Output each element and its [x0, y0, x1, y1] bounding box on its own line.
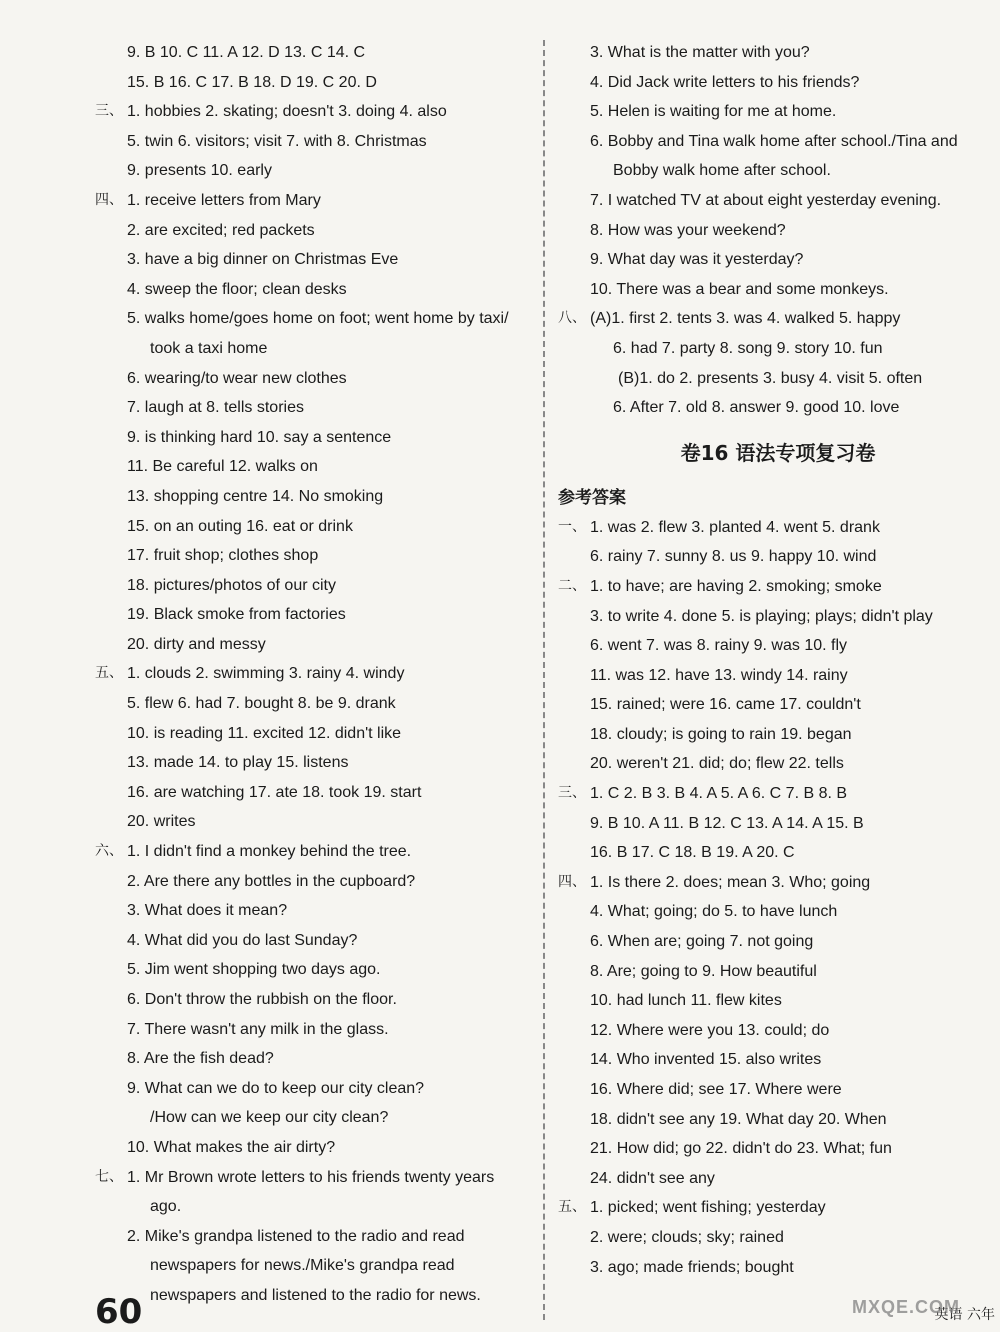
answer-text: 15. on an outing 16. eat or drink	[127, 517, 353, 535]
answer-line	[95, 571, 540, 601]
answer-text: ago.	[150, 1198, 182, 1216]
answer-text: 1. C 2. B 3. B 4. A 5. A 6. C 7. B 8. B	[590, 785, 848, 803]
answer-text: 9. is thinking hard 10. say a sentence	[127, 428, 392, 446]
answer-line	[95, 926, 540, 956]
answer-line	[95, 512, 540, 542]
answer-text: 5. Helen is waiting for me at home.	[590, 103, 837, 121]
section-marker: 六、	[95, 843, 123, 860]
answer-text: 3. have a big dinner on Christmas Eve	[127, 251, 399, 269]
answer-line	[95, 452, 540, 482]
answer-text: 18. pictures/photos of our city	[127, 576, 336, 594]
answer-line	[95, 334, 540, 364]
answer-line	[95, 304, 540, 334]
answer-line	[558, 1134, 998, 1164]
answer-line	[95, 186, 540, 216]
answer-text: newspapers and listened to the radio for news.	[150, 1286, 481, 1304]
answer-text: 16. are watching 17. ate 18. took 19. start	[127, 783, 422, 801]
answer-line	[95, 1192, 540, 1222]
answer-text: 8. Are; going to 9. How beautiful	[590, 962, 817, 980]
answer-text: 9. B 10. C 11. A 12. D 13. C 14. C	[127, 44, 366, 61]
answer-line	[95, 127, 540, 157]
answer-line	[95, 1074, 540, 1104]
watermark: MXQE.COM	[851, 1297, 960, 1317]
answer-line	[558, 927, 998, 957]
column-divider	[543, 40, 545, 1320]
page-number: 60	[95, 1292, 143, 1332]
answer-line	[95, 38, 540, 68]
answer-text: 6. When are; going 7. not going	[590, 933, 814, 951]
answer-text: 4. sweep the floor; clean desks	[127, 280, 347, 298]
answer-text: 4. What; going; do 5. to have lunch	[590, 903, 838, 921]
answer-text: 6. had 7. party 8. song 9. story 10. fun	[613, 339, 883, 357]
right-bottom-answers	[558, 513, 998, 1282]
answer-text: 10. had lunch 11. flew kites	[590, 992, 782, 1010]
answer-line	[95, 689, 540, 719]
answer-line	[558, 127, 998, 157]
section-marker: 三、	[558, 785, 586, 802]
answer-line	[558, 1223, 998, 1253]
answer-text: 1. I didn't find a monkey behind the tree.	[127, 843, 412, 861]
answer-text: 21. How did; go 22. didn't do 23. What; fun	[590, 1140, 892, 1158]
section-marker: 五、	[95, 665, 123, 682]
answer-text: 7. There wasn't any milk in the glass.	[127, 1020, 389, 1038]
answer-text: 6. went 7. was 8. rainy 9. was 10. fly	[590, 637, 848, 655]
answer-line	[95, 1251, 540, 1281]
answer-text: 6. Bobby and Tina walk home after school./Tina and	[590, 132, 958, 150]
answer-text: (A)1. first 2. tents 3. was 4. walked 5. happy	[590, 310, 901, 328]
answer-text: 4. Did Jack write letters to his friends?	[590, 73, 860, 91]
answer-text: 3. What does it mean?	[127, 902, 288, 920]
answer-text: 8. How was your weekend?	[590, 221, 786, 239]
answer-text: 12. Where were you 13. could; do	[590, 1021, 830, 1039]
answer-line	[95, 778, 540, 808]
answer-line	[95, 1163, 540, 1193]
answer-text: 24. didn't see any	[590, 1169, 715, 1187]
answer-line	[95, 955, 540, 985]
answer-line	[558, 1253, 998, 1283]
answer-text: (B)1. do 2. presents 3. busy 4. visit 5. often	[618, 369, 923, 387]
answer-line	[558, 957, 998, 987]
answer-text: /How can we keep our city clean?	[150, 1109, 389, 1127]
answer-line	[558, 690, 998, 720]
answer-line	[95, 807, 540, 837]
answer-text: 5. walks home/goes home on foot; went home by taxi/	[127, 310, 509, 328]
answer-line	[95, 748, 540, 778]
answer-line	[95, 985, 540, 1015]
answer-text: 6. rainy 7. sunny 8. us 9. happy 10. wind	[590, 548, 877, 566]
answer-line	[95, 1281, 540, 1311]
answer-line	[558, 245, 998, 275]
answer-line	[558, 1045, 998, 1075]
section-marker: 四、	[95, 191, 123, 208]
section-marker: 四、	[558, 873, 586, 890]
answer-line	[95, 97, 540, 127]
answer-text: 11. Be careful 12. walks on	[127, 458, 318, 476]
answer-text: 16. B 17. C 18. B 19. A 20. C	[590, 844, 795, 862]
answer-line	[95, 1015, 540, 1045]
section-marker: 八、	[558, 310, 586, 327]
answer-line	[558, 216, 998, 246]
answer-text: 10. is reading 11. excited 12. didn't like	[127, 724, 402, 742]
answer-text: 6. Don't throw the rubbish on the floor.	[127, 991, 397, 1008]
section-marker: 七、	[95, 1168, 123, 1185]
right-top-answers	[558, 38, 998, 423]
answer-text: 18. didn't see any 19. What day 20. When	[590, 1110, 887, 1128]
answer-text: 6. After 7. old 8. answer 9. good 10. love	[613, 399, 900, 417]
answer-line	[558, 97, 998, 127]
answer-text: 2. Are there any bottles in the cupboard?	[127, 872, 416, 890]
answer-text: 13. made 14. to play 15. listens	[127, 754, 349, 772]
answer-line	[95, 393, 540, 423]
answer-text: 17. fruit shop; clothes shop	[127, 547, 319, 565]
answer-line	[95, 482, 540, 512]
answer-text: 10. What makes the air dirty?	[127, 1138, 336, 1156]
answer-line	[558, 275, 998, 305]
answer-text: 20. writes	[127, 813, 196, 831]
answer-line	[558, 542, 998, 572]
footer-label: 英语 六年	[934, 1307, 995, 1323]
answer-line	[95, 364, 540, 394]
answer-text: 15. B 16. C 17. B 18. D 19. C 20. D	[127, 73, 377, 91]
answer-text: 14. Who invented 15. also writes	[590, 1051, 822, 1069]
answer-line	[558, 68, 998, 98]
section-marker: 三、	[95, 103, 123, 120]
answer-line	[558, 897, 998, 927]
answer-text: 1. hobbies 2. skating; doesn't 3. doing 4. also	[127, 103, 447, 121]
answer-text: 1. picked; went fishing; yesterday	[590, 1199, 826, 1217]
right-column	[558, 38, 998, 1282]
answer-line	[95, 837, 540, 867]
answer-line	[558, 393, 998, 423]
answer-line	[95, 1133, 540, 1163]
answer-line	[558, 513, 998, 543]
answer-text: 2. Mike's grandpa listened to the radio and read	[127, 1227, 465, 1245]
section-title: 卷16 语法专项复习卷	[680, 440, 876, 465]
answer-text: 9. What day was it yesterday?	[590, 251, 804, 269]
answer-line	[95, 630, 540, 660]
answer-text: 1. was 2. flew 3. planted 4. went 5. drank	[590, 518, 880, 536]
answer-line	[558, 1193, 998, 1223]
answer-line	[558, 364, 998, 394]
answer-line	[95, 659, 540, 689]
answer-text: 1. receive letters from Mary	[127, 191, 321, 209]
answer-line	[95, 1103, 540, 1133]
answer-line	[95, 867, 540, 897]
answer-line	[95, 245, 540, 275]
answer-line	[95, 896, 540, 926]
answer-line	[95, 216, 540, 246]
answer-line	[95, 600, 540, 630]
answer-line	[558, 38, 998, 68]
answer-text: 1. Mr Brown wrote letters to his friends twenty years	[127, 1168, 495, 1186]
left-column	[95, 38, 540, 1311]
answer-text: 4. What did you do last Sunday?	[127, 931, 358, 949]
answer-text: 2. were; clouds; sky; rained	[590, 1228, 784, 1246]
answer-text: 9. presents 10. early	[127, 162, 272, 180]
answer-text: took a taxi home	[150, 339, 268, 357]
answer-line	[558, 1075, 998, 1105]
answer-line	[558, 720, 998, 750]
answer-line	[558, 156, 998, 186]
answer-line	[95, 275, 540, 305]
answer-text: 3. to write 4. done 5. is playing; plays; didn't play	[590, 607, 933, 625]
answer-text: 3. What is the matter with you?	[590, 44, 810, 61]
answer-line	[558, 631, 998, 661]
answer-text: 9. What can we do to keep our city clean?	[127, 1079, 425, 1097]
section-marker: 二、	[558, 577, 586, 594]
answer-text: 2. are excited; red packets	[127, 221, 315, 239]
answer-line	[558, 779, 998, 809]
answer-line	[95, 156, 540, 186]
answer-line	[558, 572, 998, 602]
section-marker: 五、	[558, 1199, 586, 1216]
answer-text: 5. flew 6. had 7. bought 8. be 9. drank	[127, 695, 396, 713]
answer-heading: 参考答案	[558, 487, 626, 508]
answer-text: 5. twin 6. visitors; visit 7. with 8. Christmas	[127, 132, 427, 150]
answer-line	[95, 68, 540, 98]
answer-text: 15. rained; were 16. came 17. couldn't	[590, 696, 861, 714]
answer-line	[95, 719, 540, 749]
answer-text: 20. weren't 21. did; do; flew 22. tells	[590, 755, 844, 773]
answer-text: 7. I watched TV at about eight yesterday evening.	[590, 191, 942, 209]
answer-line	[558, 602, 998, 632]
answer-text: 13. shopping centre 14. No smoking	[127, 487, 384, 505]
answer-line	[558, 1105, 998, 1135]
answer-line	[558, 749, 998, 779]
answer-line	[558, 838, 998, 868]
section-marker: 一、	[558, 518, 586, 535]
answer-text: 10. There was a bear and some monkeys.	[590, 280, 889, 298]
answer-line	[95, 1044, 540, 1074]
answer-line	[95, 541, 540, 571]
answer-line	[558, 868, 998, 898]
answer-text: 11. was 12. have 13. windy 14. rainy	[590, 666, 848, 684]
answer-text: 3. ago; made friends; bought	[590, 1258, 794, 1276]
answer-text: 18. cloudy; is going to rain 19. began	[590, 725, 852, 743]
answer-text: 6. wearing/to wear new clothes	[127, 369, 347, 387]
answer-text: 1. clouds 2. swimming 3. rainy 4. windy	[127, 665, 405, 683]
answer-text: 7. laugh at 8. tells stories	[127, 399, 304, 417]
answer-line	[558, 334, 998, 364]
answer-text: 1. Is there 2. does; mean 3. Who; going	[590, 873, 871, 891]
answer-text: Bobby walk home after school.	[613, 162, 831, 180]
answer-text: 19. Black smoke from factories	[127, 606, 346, 624]
answer-line	[558, 661, 998, 691]
answer-text: 5. Jim went shopping two days ago.	[127, 961, 381, 979]
answer-line	[558, 304, 998, 334]
answer-text: newspapers for news./Mike's grandpa read	[150, 1257, 455, 1275]
answer-text: 20. dirty and messy	[127, 635, 266, 653]
answer-line	[558, 809, 998, 839]
answer-text: 1. to have; are having 2. smoking; smoke	[590, 577, 882, 595]
answer-line	[558, 186, 998, 216]
answer-line	[558, 1016, 998, 1046]
answer-line	[95, 423, 540, 453]
answer-text: 8. Are the fish dead?	[127, 1050, 274, 1068]
answer-line	[558, 1164, 998, 1194]
answer-line	[95, 1222, 540, 1252]
answer-text: 9. B 10. A 11. B 12. C 13. A 14. A 15. B	[590, 814, 864, 832]
answer-text: 16. Where did; see 17. Where were	[590, 1081, 842, 1098]
answer-line	[558, 986, 998, 1016]
